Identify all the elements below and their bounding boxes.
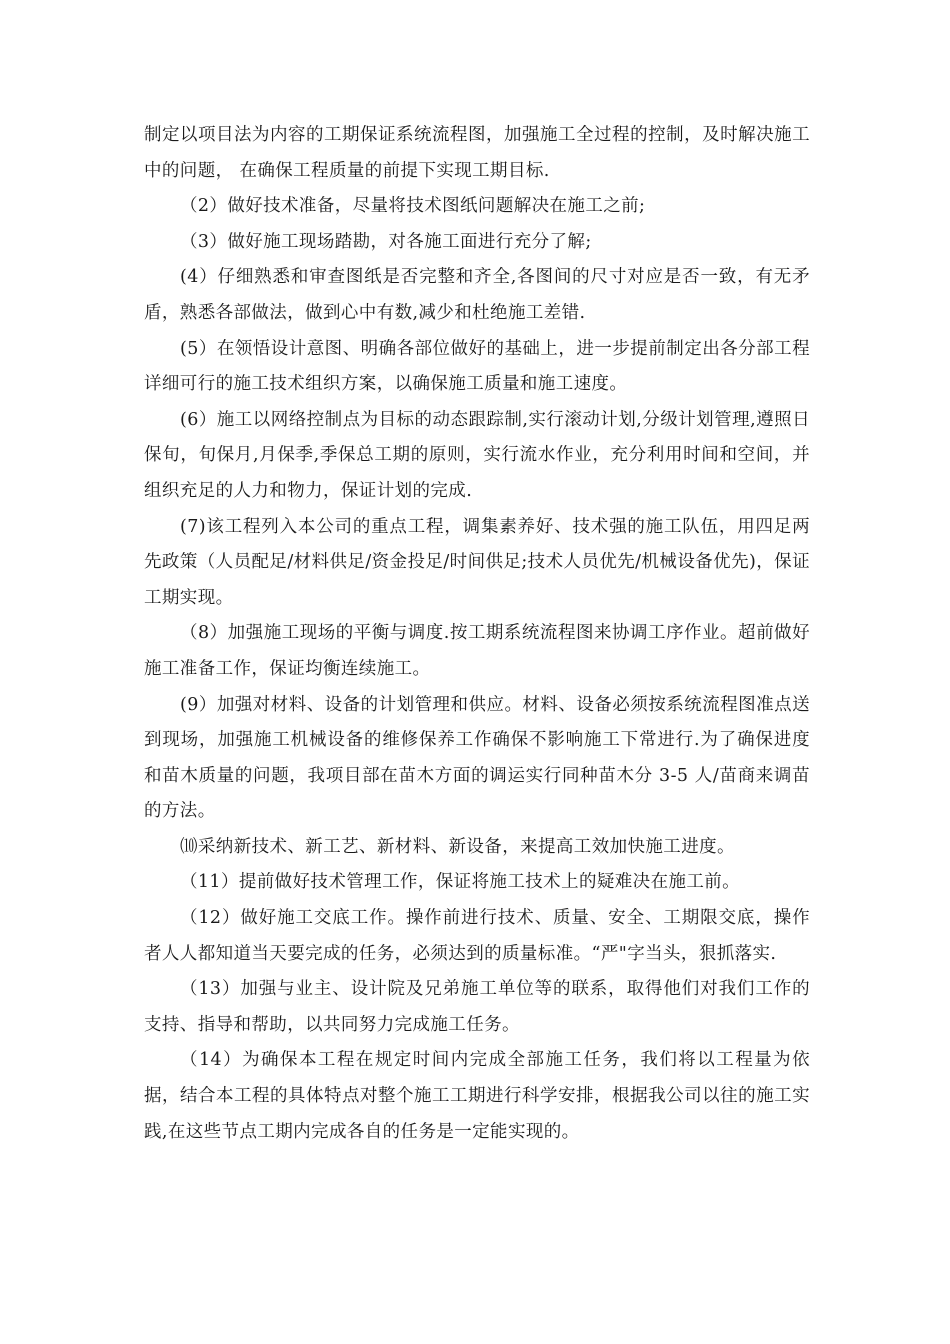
paragraph-item-6: (6）施工以网络控制点为目标的动态跟踪制,实行滚动计划,分级计划管理,遵照日保旬，旬保月,月保季,季保总工期的原则，实行流水作业，充分利用时间和空间，并组织充足的人力和物力，保证计划的完成. [144, 409, 810, 501]
paragraph-item-3: （3）做好施工现场踏勘，对各施工面进行充分了解; [180, 231, 592, 252]
paragraph-item-7: (7)该工程列入本公司的重点工程，调集素养好、技术强的施工队伍，用四足两先政策（人员配足/材料供足/资金投足/时间供足;技术人员优先/机械设备优先)，保证工期实现。 [144, 516, 810, 608]
paragraph-item-13: （13）加强与业主、设计院及兄弟施工单位等的联系，取得他们对我们工作的支持、指导和帮助，以共同努力完成施工任务。 [144, 979, 810, 1035]
paragraph-item-10: ⑽采纳新技术、新工艺、新材料、新设备，来提高工效加快施工进度。 [180, 836, 735, 857]
paragraph-item-11: （11）提前做好技术管理工作，保证将施工技术上的疑难决在施工前。 [180, 872, 741, 893]
document-body [144, 118, 810, 1150]
paragraph-item-14: （14）为确保本工程在规定时间内完成全部施工任务，我们将以工程量为依据，结合本工程的具体特点对整个施工工期进行科学安排，根据我公司以往的施工实践,在这些节点工期内完成各自的任务是一定能实现的。 [144, 1050, 810, 1142]
paragraph-intro: 制定以项目法为内容的工期保证系统流程图，加强施工全过程的控制，及时解决施工中的问题， 在确保工程质量的前提下实现工期目标. [144, 125, 810, 181]
paragraph-item-2: （2）做好技术准备，尽量将技术图纸问题解决在施工之前; [180, 196, 646, 217]
paragraph-item-9: (9）加强对材料、设备的计划管理和供应。材料、设备必须按系统流程图准点送到现场，加强施工机械设备的维修保养工作确保不影响施工下常进行.为了确保进度和苗木质量的问题，我项目部在苗木方面的调运实行同种苗木分 3-5 人/苗商来调苗的方法。 [144, 694, 810, 822]
paragraph-item-12: （12）做好施工交底工作。操作前进行技术、质量、安全、工期限交底，操作者人人都知道当天要完成的任务，必须达到的质量标准。“严"字当头，狠抓落实. [144, 908, 810, 964]
paragraph-item-8: （8）加强施工现场的平衡与调度.按工期系统流程图来协调工序作业。超前做好施工准备工作，保证均衡连续施工。 [144, 623, 810, 679]
paragraph-item-5: (5）在领悟设计意图、明确各部位做好的基础上，进一步提前制定出各分部工程详细可行的施工技术组织方案，以确保施工质量和施工速度。 [144, 338, 810, 395]
paragraph-item-4: (4）仔细熟悉和审查图纸是否完整和齐全,各图间的尺寸对应是否一致，有无矛盾，熟悉各部做法，做到心中有数,减少和杜绝施工差错. [144, 267, 810, 323]
